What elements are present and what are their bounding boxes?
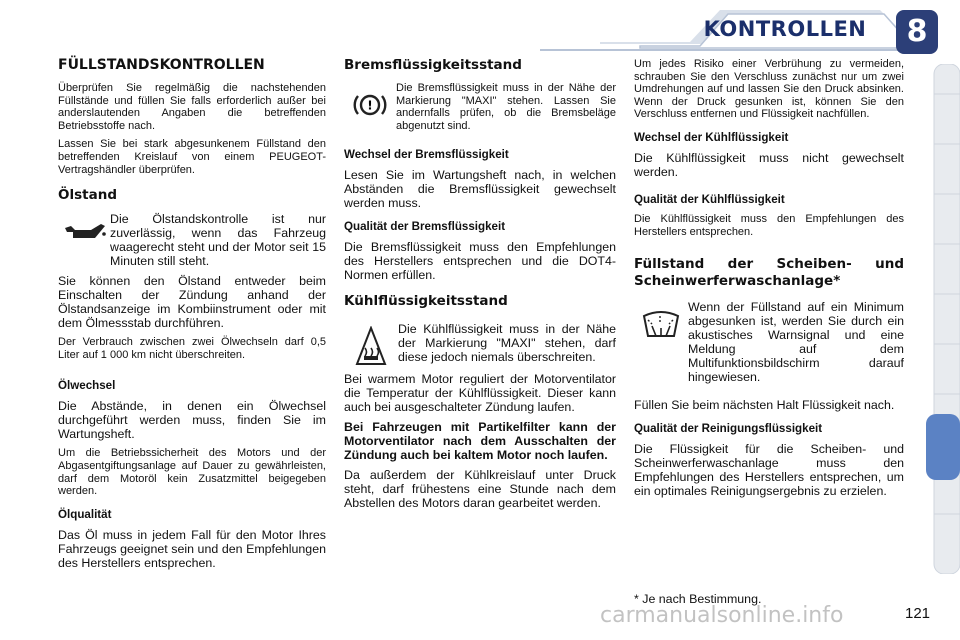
svg-text:!: ! [367,98,373,113]
brake-text: Die Bremsflüssigkeit muss in der Nähe der Markierung "MAXI" stehen. Lassen Sie andernfalls prüfen, ob die Bremsbeläge abgenutzt sind. [396,82,616,132]
coolant-text-3: Da außerdem der Kühlkreislauf unter Druck steht, darf frühestens eine Stunde nach dem Abstellen des Motors daran gearbeitet werden. [344,468,616,511]
coolant-change-text: Die Kühlflüssigkeit muss nicht gewechselt werden. [634,150,904,179]
oil-change-text-2: Um die Betriebssicherheit des Motors und der Abgasentgiftungsanlage auf Dauer zu gewährleisten, darf dem Motoröl kein Zusatzmittel beigegeben werden. [58,447,326,498]
oil-level-block [58,212,326,274]
intro-text-1: Überprüfen Sie regelmäßig die nachstehenden Füllstände und füllen Sie falls erforderlich außer bei anderslautenden Angaben die betreffenden Betriebsstoffe nach. [58,82,326,132]
heading-qualitaet-brems: Qualität der Bremsflüssigkeit [344,220,506,234]
footnote: * Je nach Bestimmung. [634,592,762,606]
washer-block [634,300,904,388]
oil-can-icon [58,212,110,252]
washer-fluid-icon [634,300,688,346]
oil-change-text-1: Die Abstände, in denen ein Ölwechsel durchgeführt werden muss, finden Sie im Wartungsheft. [58,399,326,442]
heading-qualitaet-reinigung: Qualität der Reinigungsflüssigkeit [634,422,823,436]
column-right [634,58,904,504]
heading-wechsel-brems: Wechsel der Bremsflüssigkeit [344,148,509,162]
heading-oelwechsel: Ölwechsel [58,379,116,393]
chapter-title: KONTROLLEN [703,17,867,41]
column-left [58,58,326,576]
page-number: 121 [905,605,931,622]
oil-quality-text: Das Öl muss in jedem Fall für den Motor Ihres Fahrzeugs geeignet sein und den Empfehlungen des Herstellers entsprechen. [58,527,326,570]
oil-text-3: Der Verbrauch zwischen zwei Ölwechseln darf 0,5 Liter auf 1 000 km nicht überschreiten. [58,336,326,361]
coolant-text-2: Bei warmem Motor reguliert der Motorventilator die Temperatur der Kühlflüssigkeit. Dieser kann auch bei ausgeschalteter Zündung laufen. [344,372,616,415]
washer-quality-text: Die Flüssigkeit für die Scheiben- und Scheinwerferwaschanlage muss den Empfehlungen des Herstellers entsprechen, um ein optimales Reinigungsergebnis zu erzielen. [634,442,904,499]
chapter-tabs [926,64,960,574]
coolant-block [344,322,616,372]
heading-waschanlage: Füllstand der Scheiben- und Scheinwerferwaschanlage* [634,256,904,290]
brake-warning-icon [344,82,396,128]
coolant-bold-warning: Bei Fahrzeugen mit Partikelfilter kann der Motorventilator nach dem Ausschalten der Zündung auch bei kaltem Motor noch laufen. [344,420,616,463]
heading-wechsel-kuehl: Wechsel der Kühlflüssigkeit [634,130,789,144]
oil-text-1: Die Ölstandskontrolle ist nur zuverlässig, wenn das Fahrzeug waagerecht steht und der Motor seit 15 Minuten still steht. [110,212,326,269]
intro-text-2: Lassen Sie bei stark abgesunkenem Füllstand den betreffenden Kreislauf von einem PEUGEOT-Vertragshändler überprüfen. [58,138,326,176]
heading-oelstand: Ölstand [58,187,117,204]
scald-risk-text: Um jedes Risiko einer Verbrühung zu vermeiden, schrauben Sie den Verschluss zunächst nur um zwei Umdrehungen auf und lassen Sie den Druck absinken. Wenn der Druck gesunken ist, können Sie den Verschluss entfernen und Flüssigkeit nachfüllen. [634,58,904,121]
watermark: carmanualsonline.info [600,603,844,628]
washer-text-2: Füllen Sie beim nächsten Halt Flüssigkeit nach. [634,398,895,413]
column-middle [344,58,616,516]
heading-qualitaet-kuehl: Qualität der Kühlflüssigkeit [634,192,785,206]
oil-text-2: Sie können den Ölstand entweder beim Einschalten der Zündung anhand der Ölstandsanzeige im Kombiinstrument oder mit dem Ölmessstab durchführen. [58,274,326,331]
heading-bremsfluessigkeitsstand: Bremsflüssigkeitsstand [344,57,522,73]
hot-coolant-warning-icon [344,322,398,372]
coolant-text-1: Die Kühlflüssigkeit muss in der Nähe der Markierung "MAXI" stehen, darf diese jedoch niemals überschreiten. [398,322,616,365]
heading-oelqualitaet: Ölqualität [58,507,112,521]
coolant-quality-text: Die Kühlflüssigkeit muss den Empfehlungen des Herstellers entsprechen. [634,212,904,238]
brake-block [344,82,616,132]
washer-text-1: Wenn der Füllstand auf ein Minimum abgesunken ist, werden Sie durch ein akustisches Warnsignal und eine Meldung auf dem Multifunktionsbildschirm darauf hingewiesen. [688,300,904,385]
heading-kuehlfluessigkeitsstand: Kühlflüssigkeitsstand [344,293,508,310]
section-title-fuellstand: FÜLLSTANDSKONTROLLEN [58,57,265,73]
chapter-number: 8 [906,14,928,49]
brake-change-text: Lesen Sie im Wartungsheft nach, in welchen Abständen die Bremsflüssigkeit gewechselt werden muss. [344,168,616,211]
brake-quality-text: Die Bremsflüssigkeit muss den Empfehlungen des Herstellers entsprechen und die DOT4-Normen erfüllen. [344,240,616,283]
